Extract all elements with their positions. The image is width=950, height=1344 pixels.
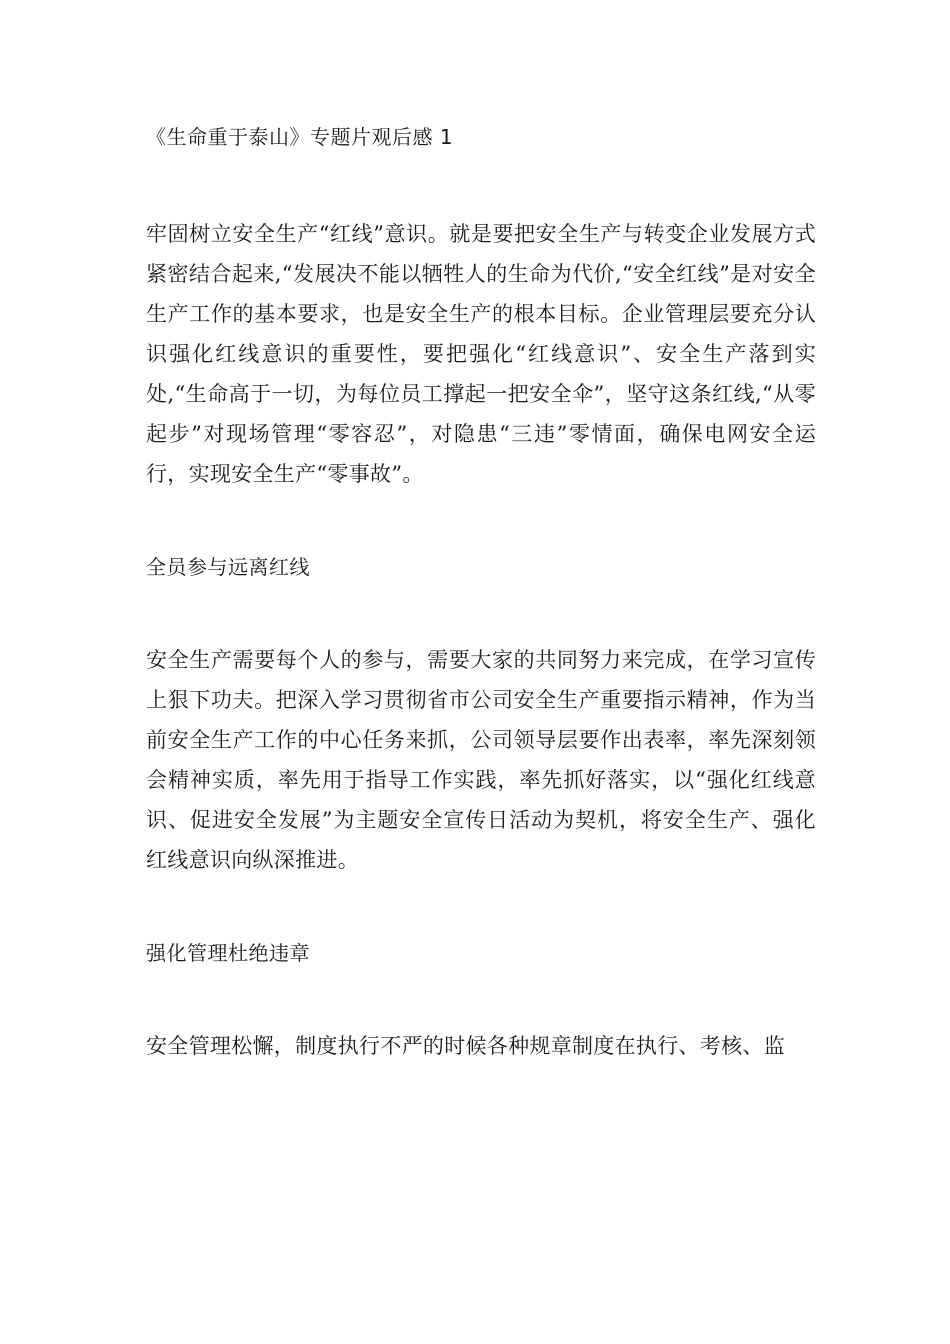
paragraph-red-line-awareness: 牢固树立安全生产“红线”意识。就是要把安全生产与转变企业发展方式紧密结合起来,“发展决不能以牺牲人的生命为代价,“安全红线”是对安全生产工作的基本要求，也是安全生产的根本目标。企业管理层要充分认识强化红线意识的重要性，要把强化“红线意识”、安全生产落到实处,“生命高于一切，为每位员工撑起一把安全伞”，坚守这条红线,“从零起步”对现场管理“零容忍”，对隐患“三违”零情面，确保电网安全运行，实现安全生产“零事故”。 bbox=[146, 222, 816, 486]
paragraph-strengthen-management: 安全管理松懈，制度执行不严的时候各种规章制度在执行、考核、监 bbox=[146, 1034, 785, 1058]
heading-full-participation: 全员参与远离红线 bbox=[146, 555, 310, 579]
document-body bbox=[146, 117, 816, 1066]
spacer bbox=[146, 157, 816, 214]
spacer bbox=[146, 973, 816, 1026]
spacer bbox=[146, 880, 816, 933]
spacer bbox=[146, 494, 816, 547]
spacer bbox=[146, 587, 816, 640]
document-title: 《生命重于泰山》专题片观后感 1 bbox=[146, 125, 454, 149]
heading-strengthen-management: 强化管理杜绝违章 bbox=[146, 941, 310, 965]
paragraph-full-participation: 安全生产需要每个人的参与，需要大家的共同努力来完成，在学习宣传上狠下功夫。把深入学习贯彻省市公司安全生产重要指示精神，作为当前安全生产工作的中心任务来抓，公司领导层要作出表率，率先深刻领会精神实质，率先用于指导工作实践，率先抓好落实，以“强化红线意识、促进安全发展”为主题安全宣传日活动为契机，将安全生产、强化红线意识向纵深推进。 bbox=[146, 648, 816, 872]
